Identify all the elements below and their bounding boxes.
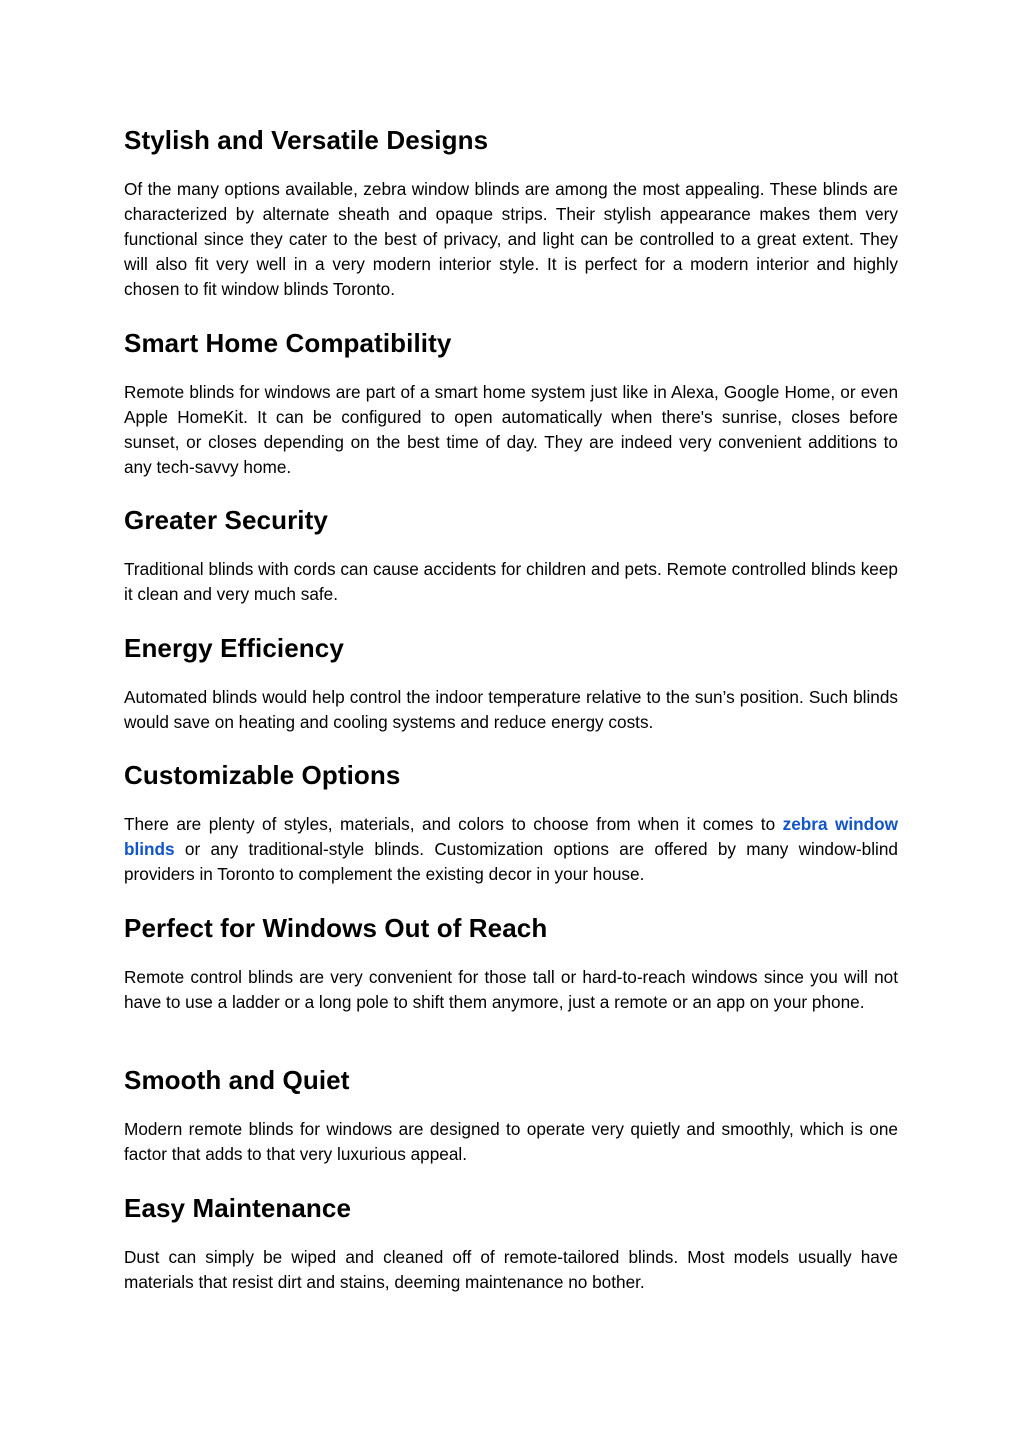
- section-paragraph: Modern remote blinds for windows are designed to operate very quietly and smoothly, which is one factor that adds to that very luxurious appeal.: [124, 1119, 898, 1164]
- section-smart-home: [124, 328, 898, 480]
- section-paragraph: Dust can simply be wiped and cleaned off of remote-tailored blinds. Most models usually have materials that resist dirt and stains, deeming maintenance no bother.: [124, 1247, 898, 1292]
- section-heading: Easy Maintenance: [124, 1193, 352, 1223]
- section-paragraph: Automated blinds would help control the indoor temperature relative to the sun’s position. Such blinds would save on heating and cooling systems and reduce energy costs.: [124, 687, 898, 732]
- section-windows-out-of-reach: [124, 913, 898, 1015]
- section-paragraph: [124, 812, 898, 887]
- section-heading: Smart Home Compatibility: [124, 328, 452, 358]
- section-heading: Perfect for Windows Out of Reach: [124, 913, 548, 943]
- section-heading: Smooth and Quiet: [124, 1065, 350, 1095]
- section-paragraph: Remote blinds for windows are part of a smart home system just like in Alexa, Google Home, or even Apple HomeKit. It can be configured to open automatically when there's sunrise, closes before sunset, or closes depending on the best time of day. They are indeed very convenient additions to any tech-savvy home.: [124, 382, 898, 477]
- section-greater-security: [124, 505, 898, 607]
- section-easy-maintenance: [124, 1193, 898, 1295]
- section-stylish-designs: [124, 125, 898, 302]
- zebra-window-blinds-link[interactable]: zebra window blinds: [124, 814, 898, 859]
- section-heading: Greater Security: [124, 505, 328, 535]
- section-energy-efficiency: [124, 633, 898, 735]
- section-customizable-options: [124, 760, 898, 887]
- section-heading: Stylish and Versatile Designs: [124, 125, 489, 155]
- section-heading: Customizable Options: [124, 760, 401, 790]
- section-smooth-quiet: [124, 1065, 898, 1167]
- section-heading: Energy Efficiency: [124, 633, 344, 663]
- paragraph-text-before: There are plenty of styles, materials, and colors to choose from when it comes to: [124, 814, 783, 834]
- paragraph-text-after: or any traditional-style blinds. Customization options are offered by many window-blind providers in Toronto to complement the existing decor in your house.: [124, 839, 898, 884]
- section-paragraph: Of the many options available, zebra window blinds are among the most appealing. These blinds are characterized by alternate sheath and opaque strips. Their stylish appearance makes them very functional since they cater to the best of privacy, and light can be controlled to a great extent. They will also fit very well in a very modern interior style. It is perfect for a modern interior and highly chosen to fit window blinds Toronto.: [124, 179, 898, 299]
- section-paragraph: Traditional blinds with cords can cause accidents for children and pets. Remote controlled blinds keep it clean and very much safe.: [124, 559, 898, 604]
- section-paragraph: Remote control blinds are very convenient for those tall or hard-to-reach windows since you will not have to use a ladder or a long pole to shift them anymore, just a remote or an app on your phone.: [124, 967, 898, 1012]
